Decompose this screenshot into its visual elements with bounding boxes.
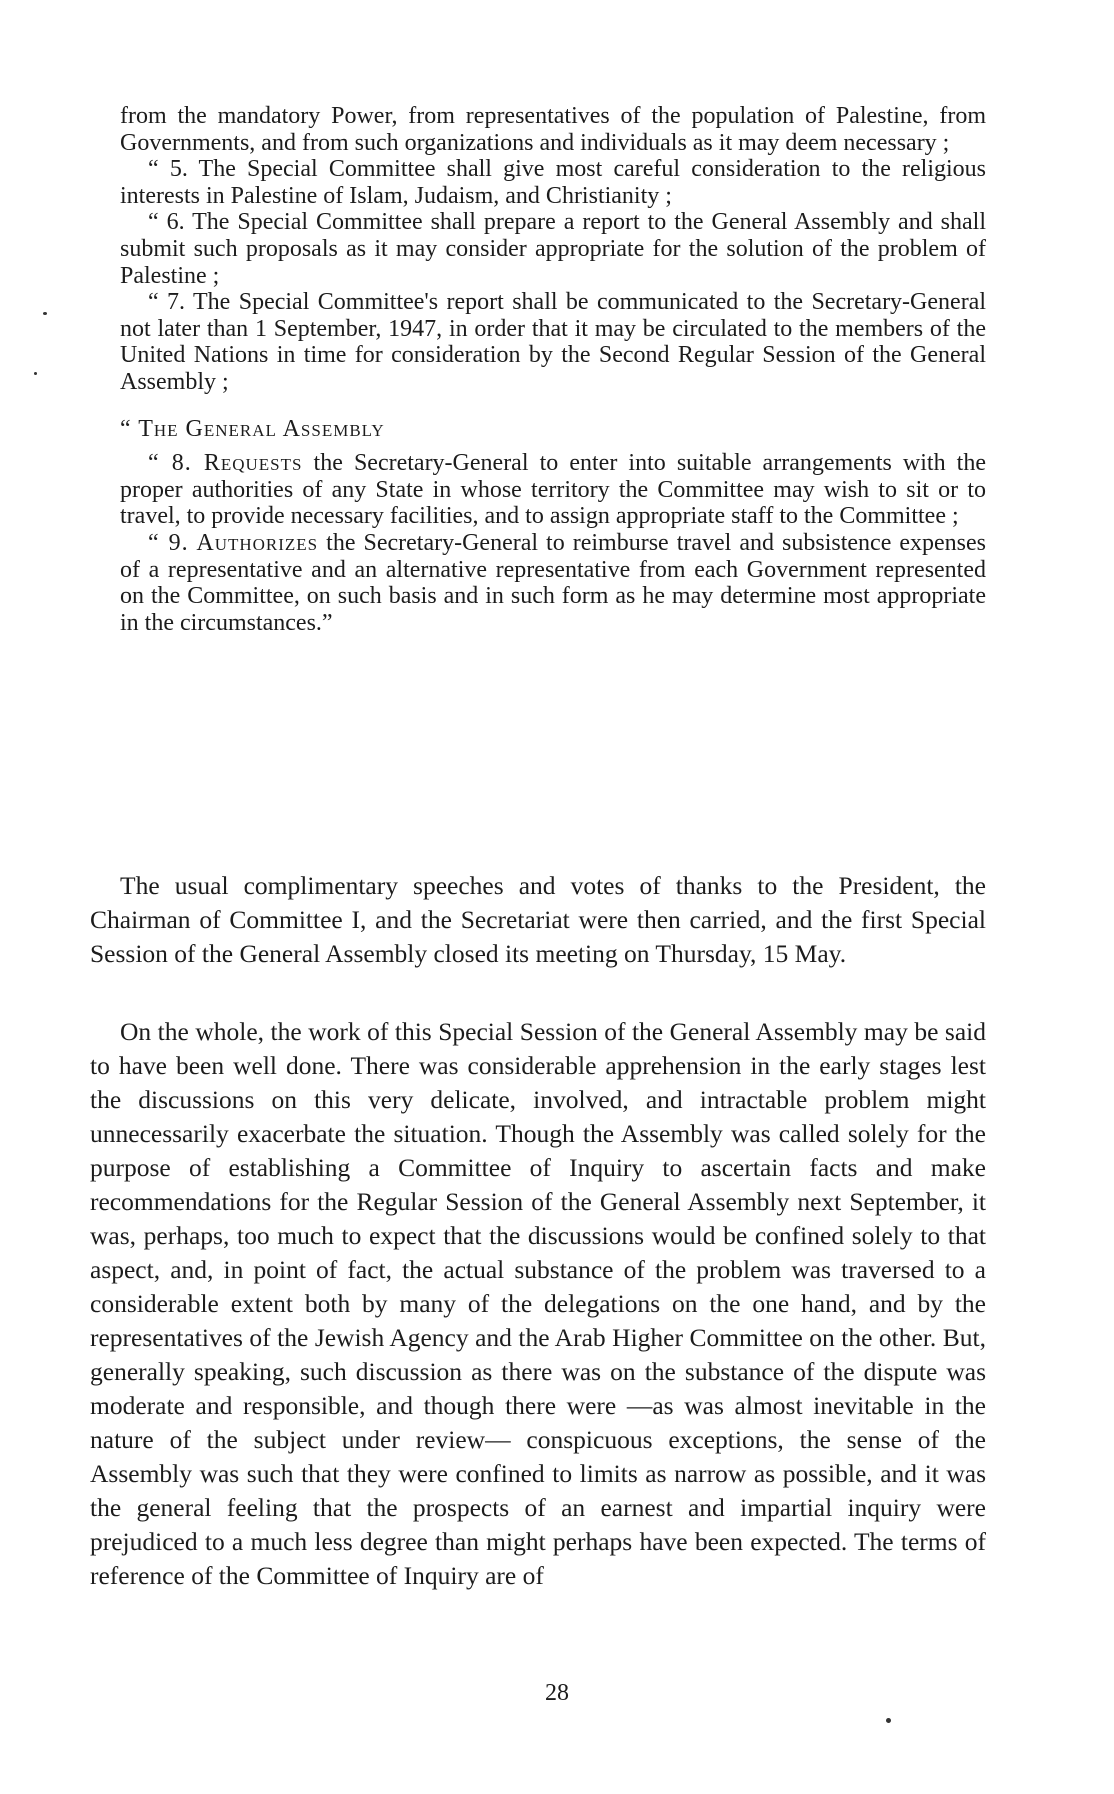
page-number: 28 xyxy=(545,1680,569,1706)
resolution-point-9 xyxy=(120,530,986,636)
scan-speck xyxy=(886,1718,891,1723)
resolution-point-8-text: the Secretary-General to enter into suitable arrangements with the proper authorities of any State in whose territory the Committee may wish to sit or to travel, to provide necessary facilities, and to assign appropriate staff to the Committee ; xyxy=(120,450,986,530)
scan-speck xyxy=(34,372,37,375)
closing-paragraph: The usual complimentary speeches and votes of thanks to the President, the Chairman of Committee I, and the Secretariat were then carried, and the first Special Session of the General Assembly closed its meeting on Thursday, 15 May. xyxy=(90,871,986,968)
resolution-point-9-lead: “ 9. Authorizes xyxy=(148,529,319,556)
resolution-quote xyxy=(120,103,986,636)
closing-section xyxy=(90,869,986,971)
resolution-point-5: “ 5. The Special Committee shall give most careful consideration to the religious interests in Palestine of Islam, Judaism, and Christianity ; xyxy=(120,156,986,209)
resolution-intro-continuation: from the mandatory Power, from representatives of the population of Palestine, from Governments, and from such organizations and individuals as it may deem necessary ; xyxy=(120,103,986,156)
resolution-point-7: “ 7. The Special Committee's report shall be communicated to the Secretary-General not later than 1 September, 1947, in order that it may be circulated to the members of the United Nations in time for consideration by the Second Regular Session of the General Assembly ; xyxy=(120,289,986,395)
scan-speck xyxy=(43,312,47,315)
resolution-heading: “ The General Assembly xyxy=(120,415,385,442)
resolution-point-8-lead: “ 8. Requests xyxy=(148,450,303,477)
resolution-point-8 xyxy=(120,450,986,530)
discussion-section xyxy=(90,1015,986,1593)
resolution-point-9-text: the Secretary-General to reimburse travel and subsistence expenses of a representative and an alternative representative from each Government represented on the Committee, on such basis and in such form as he may determine most appropriate in the circumstances.” xyxy=(120,529,986,636)
resolution-point-6: “ 6. The Special Committee shall prepare a report to the General Assembly and shall submit such proposals as it may consider appropriate for the solution of the problem of Palestine ; xyxy=(120,209,986,289)
discussion-paragraph: On the whole, the work of this Special Session of the General Assembly may be said to have been well done. There was considerable apprehension in the early stages lest the discussions on this very delicate, involved, and intractable problem might unnecessarily exacerbate the situation. Though the Assembly was called solely for the purpose of establishing a Committee of Inquiry to ascertain facts and make recommendations for the Regular Session of the General Assembly next September, it was, perhaps, too much to expect that the discussions would be confined solely to that aspect, and, in point of fact, the actual substance of the problem was traversed to a considerable extent both by many of the delegations on the one hand, and by the representatives of the Jewish Agency and the Arab Higher Committee on the other. But, generally speaking, such discussion as there was on the substance of the dispute was moderate and responsible, and though there were —as was almost inevitable in the nature of the subject under review— conspicuous exceptions, the sense of the Assembly was such that they were confined to limits as narrow as possible, and it was the general feeling that the prospects of an earnest and impartial inquiry were prejudiced to a much less degree than might perhaps have been expected. The terms of reference of the Committee of Inquiry are of xyxy=(90,1017,986,1590)
